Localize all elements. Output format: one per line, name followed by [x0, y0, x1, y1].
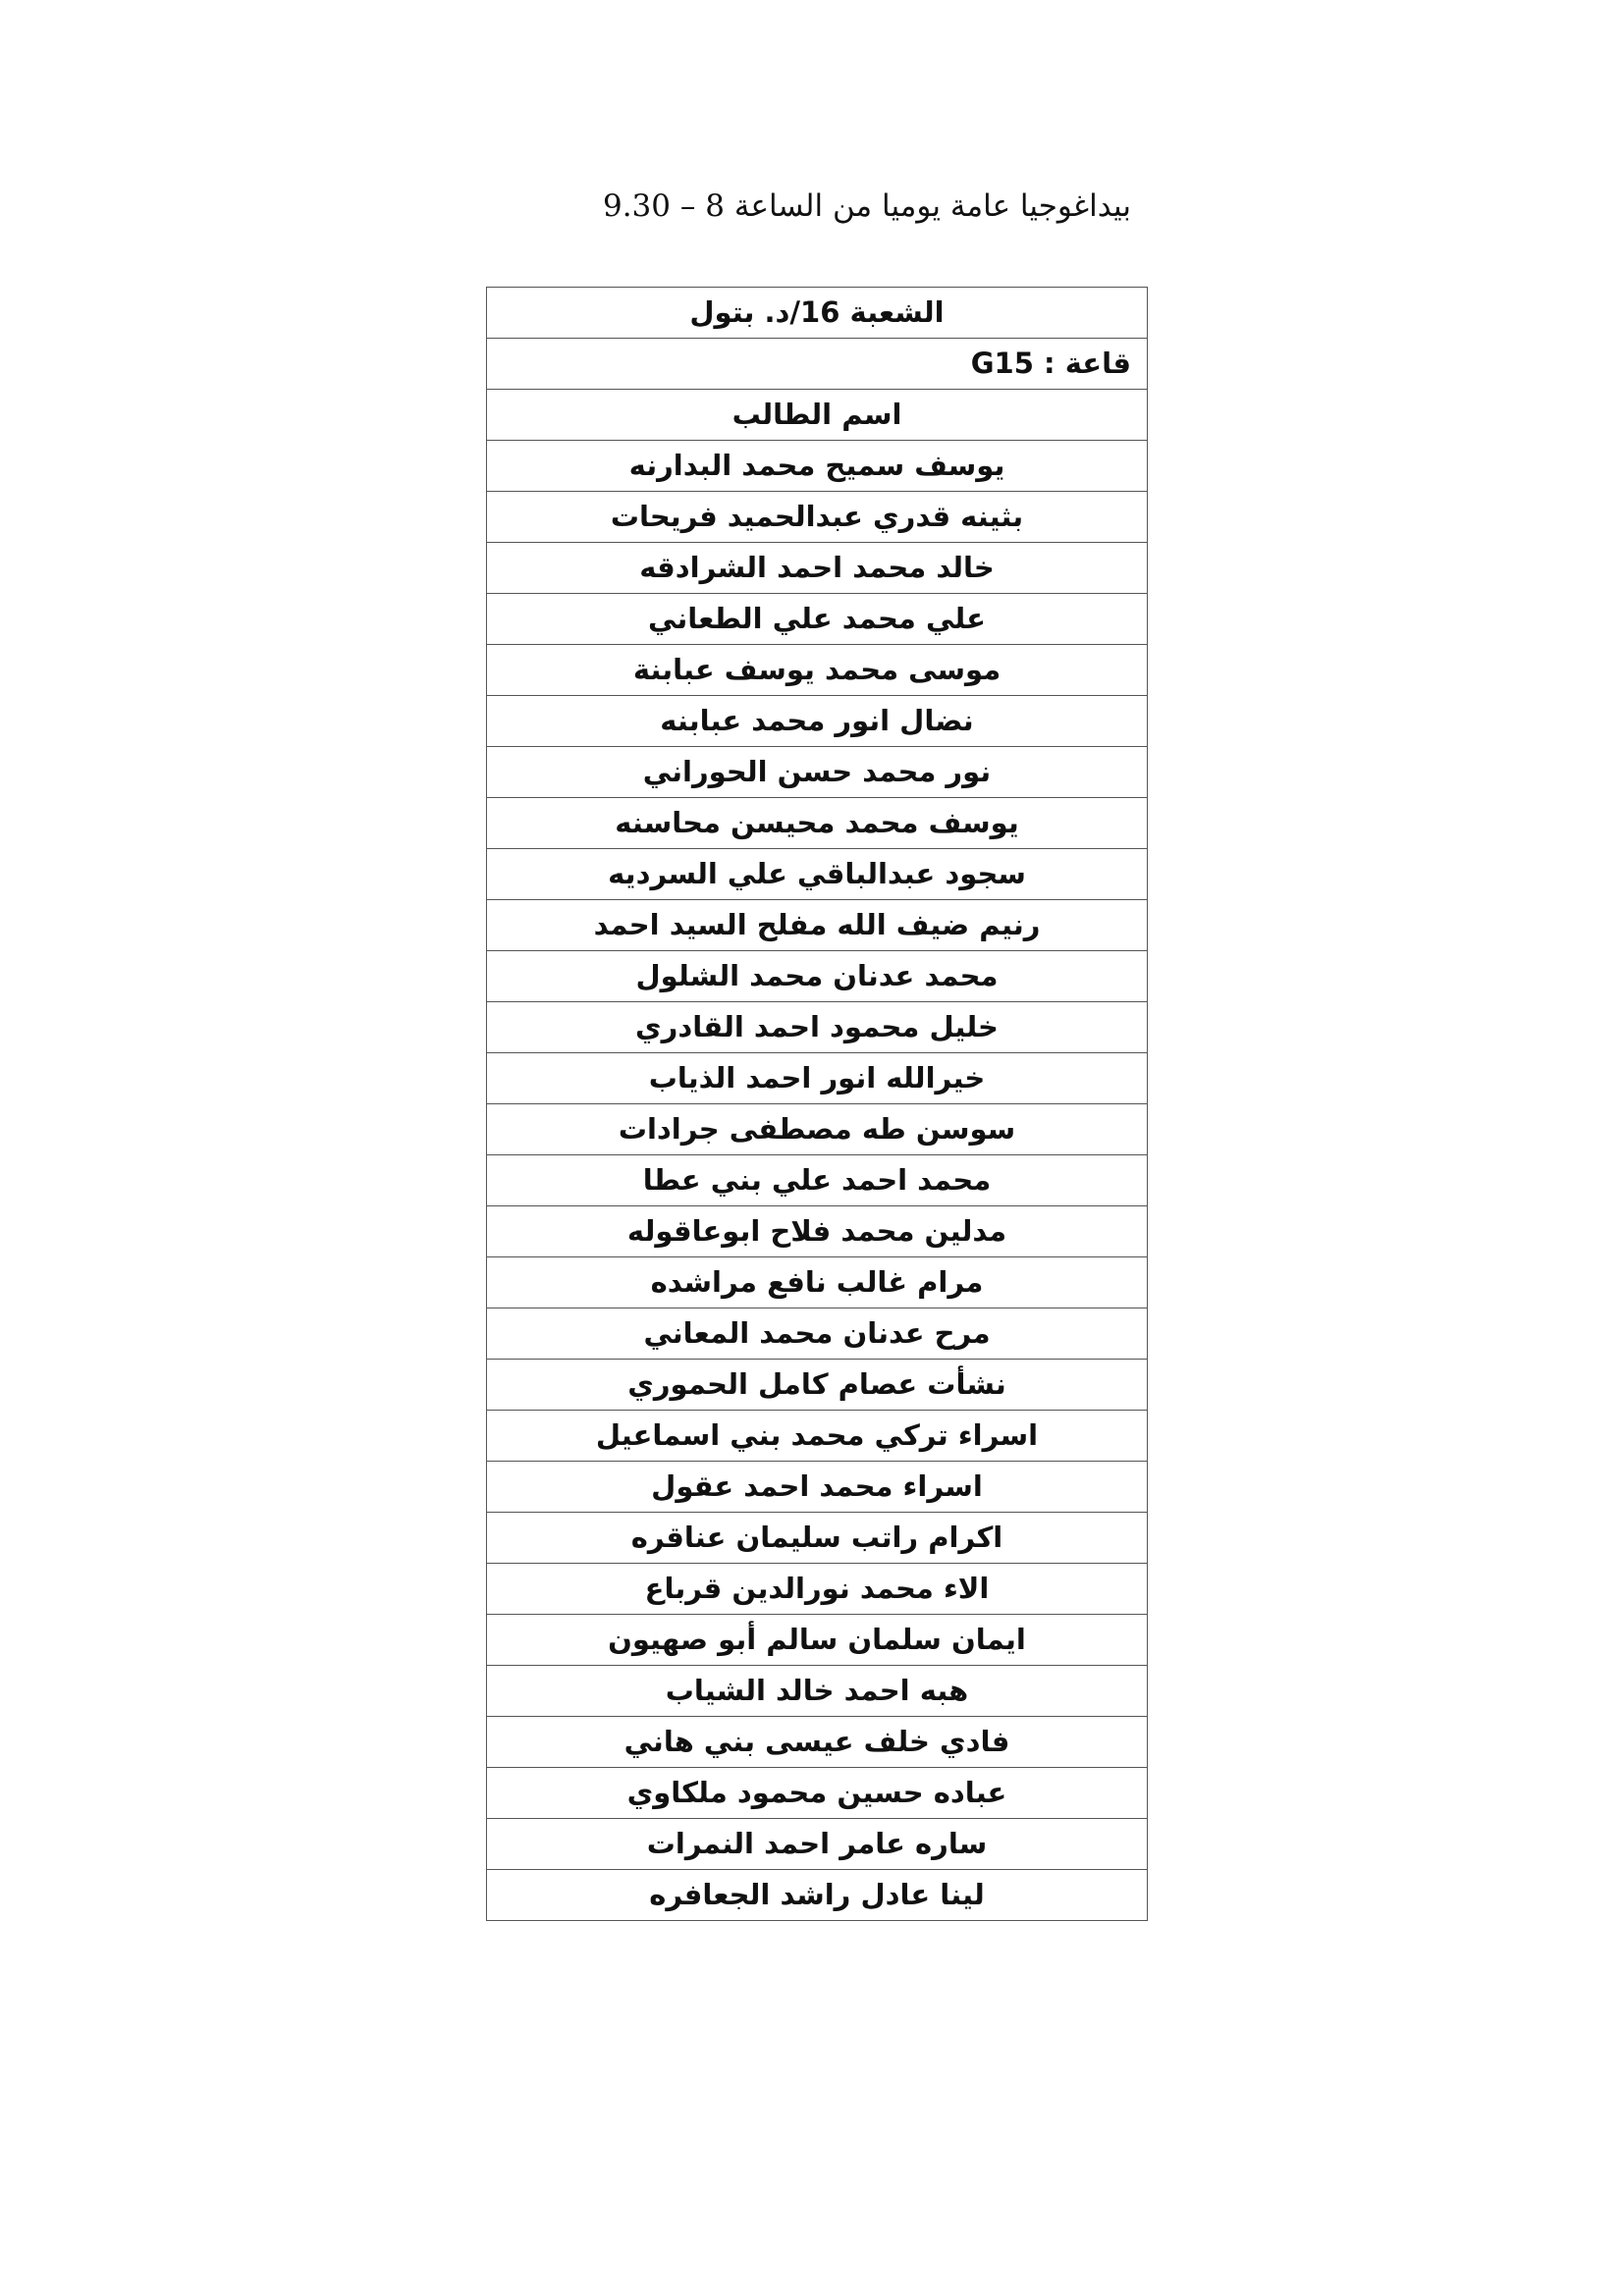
- table-row: [487, 1053, 1148, 1104]
- table-row: [487, 441, 1148, 492]
- student-name-cell: هبه احمد خالد الشياب: [487, 1666, 1148, 1717]
- room-row: [487, 339, 1148, 390]
- table-row: [487, 1768, 1148, 1819]
- table-row: [487, 1564, 1148, 1615]
- room-label: قاعة : G15: [487, 339, 1148, 390]
- table-row: [487, 798, 1148, 849]
- student-name-cell: محمد احمد علي بني عطا: [487, 1155, 1148, 1206]
- table-row: [487, 1717, 1148, 1768]
- student-name-cell: يوسف سميح محمد البدارنه: [487, 441, 1148, 492]
- student-name-cell: اكرام راتب سليمان عناقره: [487, 1513, 1148, 1564]
- student-name-cell: نشأت عصام كامل الحموري: [487, 1360, 1148, 1411]
- student-name-cell: مدلين محمد فلاح ابوعاقوله: [487, 1206, 1148, 1257]
- column-header-row: [487, 390, 1148, 441]
- page-title: بيداغوجيا عامة يوميا من الساعة 8 – 9.30: [602, 188, 1131, 224]
- table-row: [487, 696, 1148, 747]
- student-name-cell: علي محمد علي الطعاني: [487, 594, 1148, 645]
- table-row: [487, 747, 1148, 798]
- table-row: [487, 1666, 1148, 1717]
- student-name-cell: يوسف محمد محيسن محاسنه: [487, 798, 1148, 849]
- table-row: [487, 543, 1148, 594]
- table-row: [487, 1513, 1148, 1564]
- student-name-cell: عباده حسين محمود ملكاوي: [487, 1768, 1148, 1819]
- student-name-cell: سوسن طه مصطفى جرادات: [487, 1104, 1148, 1155]
- student-name-cell: مرح عدنان محمد المعاني: [487, 1308, 1148, 1360]
- student-name-cell: فادي خلف عيسى بني هاني: [487, 1717, 1148, 1768]
- table-row: [487, 1206, 1148, 1257]
- table-row: [487, 594, 1148, 645]
- section-row: [487, 288, 1148, 339]
- student-name-cell: موسى محمد يوسف عبابنة: [487, 645, 1148, 696]
- table-row: [487, 900, 1148, 951]
- student-name-cell: ساره عامر احمد النمرات: [487, 1819, 1148, 1870]
- table-row: [487, 951, 1148, 1002]
- column-header-student-name: اسم الطالب: [487, 390, 1148, 441]
- table-row: [487, 1819, 1148, 1870]
- table-row: [487, 1462, 1148, 1513]
- student-name-cell: خالد محمد احمد الشرادقه: [487, 543, 1148, 594]
- table-row: [487, 1870, 1148, 1921]
- roster-body: [487, 288, 1148, 1921]
- table-row: [487, 1002, 1148, 1053]
- section-label: الشعبة 16/د. بتول: [487, 288, 1148, 339]
- student-name-cell: نور محمد حسن الحوراني: [487, 747, 1148, 798]
- table-row: [487, 492, 1148, 543]
- student-roster-table: [486, 287, 1148, 1921]
- table-row: [487, 1360, 1148, 1411]
- table-row: [487, 1257, 1148, 1308]
- student-name-cell: اسراء محمد احمد عقول: [487, 1462, 1148, 1513]
- table-row: [487, 1155, 1148, 1206]
- student-name-cell: بثينه قدري عبدالحميد فريحات: [487, 492, 1148, 543]
- student-name-cell: لينا عادل راشد الجعافره: [487, 1870, 1148, 1921]
- student-name-cell: مرام غالب نافع مراشده: [487, 1257, 1148, 1308]
- student-name-cell: خليل محمود احمد القادري: [487, 1002, 1148, 1053]
- student-name-cell: سجود عبدالباقي علي السرديه: [487, 849, 1148, 900]
- table-row: [487, 1104, 1148, 1155]
- student-name-cell: نضال انور محمد عبابنه: [487, 696, 1148, 747]
- student-name-cell: اسراء تركي محمد بني اسماعيل: [487, 1411, 1148, 1462]
- student-name-cell: ايمان سلمان سالم أبو صهيون: [487, 1615, 1148, 1666]
- student-name-cell: الاء محمد نورالدين قرباع: [487, 1564, 1148, 1615]
- student-name-cell: خيرالله انور احمد الذياب: [487, 1053, 1148, 1104]
- table-row: [487, 645, 1148, 696]
- table-row: [487, 1615, 1148, 1666]
- table-row: [487, 1308, 1148, 1360]
- table-row: [487, 1411, 1148, 1462]
- student-name-cell: محمد عدنان محمد الشلول: [487, 951, 1148, 1002]
- table-row: [487, 849, 1148, 900]
- student-name-cell: رنيم ضيف الله مفلح السيد احمد: [487, 900, 1148, 951]
